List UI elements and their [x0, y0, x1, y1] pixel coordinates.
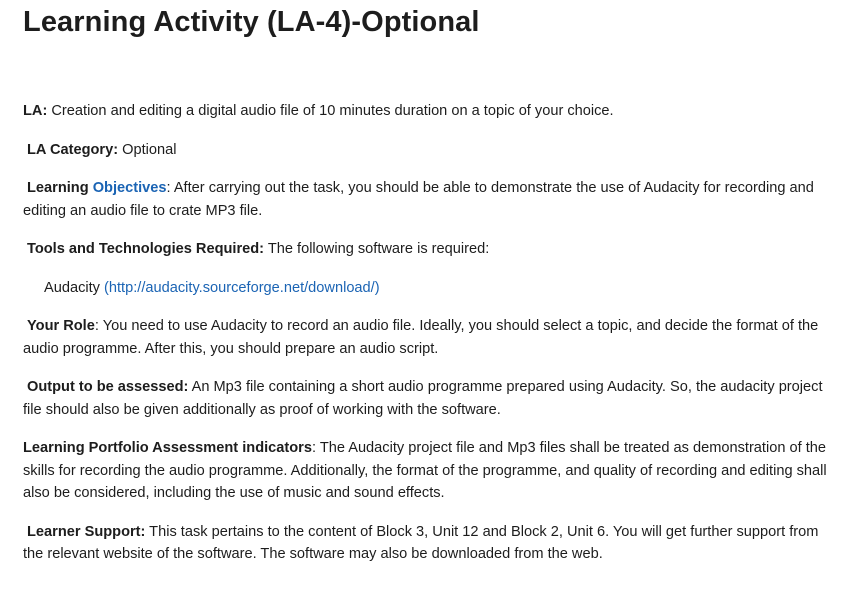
page-title: Learning Activity (LA-4)-Optional — [23, 6, 480, 38]
objectives-text: : After carrying out the task, you should be able to demonstrate the use of Audacity for recording and editing an audio file to crate MP3 file. — [23, 180, 814, 219]
support-text: This task pertains to the content of Block 3, Unit 12 and Block 2, Unit 6. You will get further support from the relevant website of the software. The software may also be downloaded from the web. — [23, 523, 819, 562]
output-label: Output to be assessed: — [27, 379, 189, 395]
activity-content — [23, 100, 828, 566]
role-text: : You need to use Audacity to record an audio file. Ideally, you should select a topic, and decide the format of the audio programme. After this, you should prepare an audio script. — [23, 318, 819, 357]
la-paragraph — [23, 100, 828, 123]
tool-item-audacity — [23, 277, 828, 300]
category-paragraph — [23, 139, 828, 162]
role-label: Your Role — [27, 318, 95, 334]
role-paragraph — [23, 315, 828, 360]
la-text: Creation and editing a digital audio file of 10 minutes duration on a topic of your choice. — [47, 103, 614, 119]
tool-item-name: Audacity — [44, 279, 105, 296]
portfolio-paragraph — [23, 437, 828, 505]
audacity-download-link[interactable]: (http://audacity.sourceforge.net/download/) — [104, 279, 380, 296]
support-label: Learner Support: — [27, 523, 146, 540]
support-paragraph — [23, 521, 828, 566]
tools-label: Tools and Technologies Required: — [27, 241, 265, 257]
la-label: LA: — [23, 103, 48, 119]
category-text: Optional — [118, 141, 177, 158]
tools-text: The following software is required: — [264, 241, 490, 257]
category-label: LA Category: — [27, 141, 119, 158]
objectives-link[interactable]: Objectives — [92, 180, 167, 196]
objectives-label: Learning — [27, 180, 93, 196]
output-paragraph — [23, 376, 828, 421]
output-text: An Mp3 file containing a short audio programme prepared using Audacity. So, the audacity project file should also be given additionally as proof of working with the software. — [23, 379, 823, 418]
portfolio-label: Learning Portfolio Assessment indicators — [23, 440, 312, 456]
objectives-paragraph — [23, 177, 828, 222]
tools-paragraph — [23, 238, 828, 261]
portfolio-text: : The Audacity project file and Mp3 files shall be treated as demonstration of the skills for recording the audio programme. Additionally, the format of the programme, and quality of recording and editing shall also be considered, including the use of music and sound effects. — [23, 440, 827, 501]
